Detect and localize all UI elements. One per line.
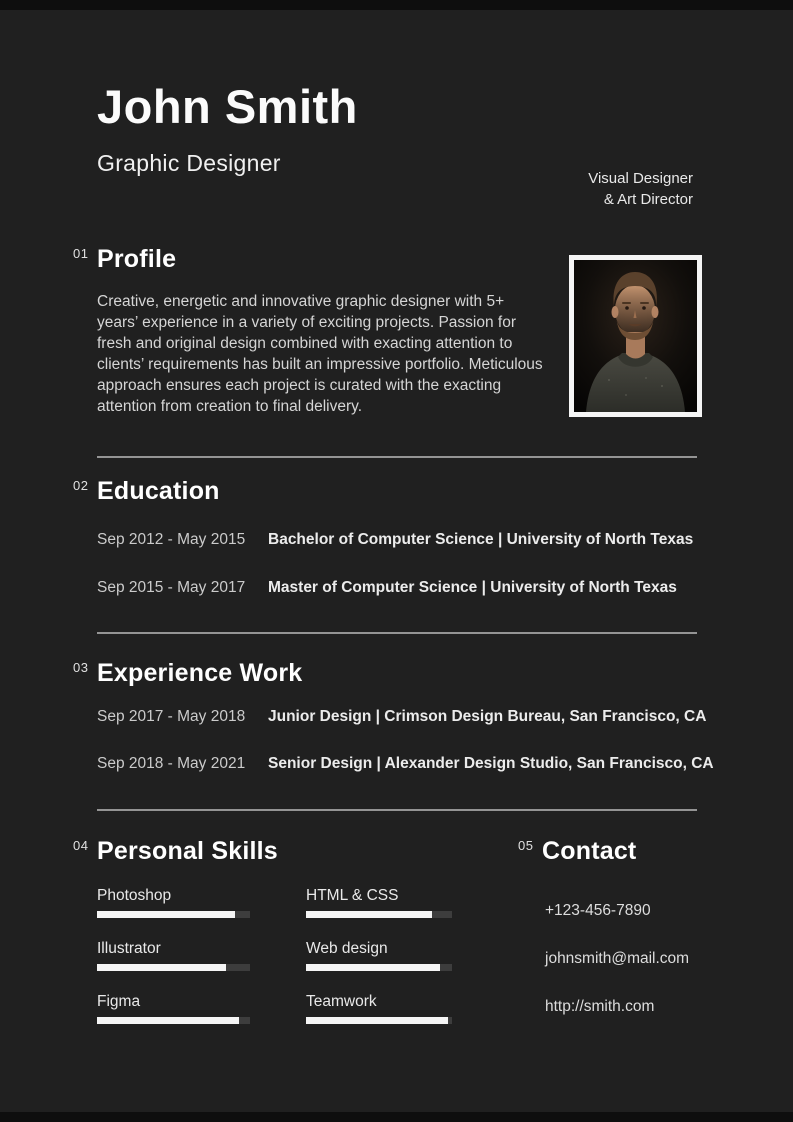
skill-bar	[306, 911, 452, 918]
section-contact	[518, 836, 689, 1015]
section-title: Experience Work	[97, 659, 303, 687]
experience-row	[97, 754, 714, 773]
contact-phone[interactable]: +123-456-7890	[545, 902, 651, 919]
education-row	[97, 530, 693, 549]
education-row	[97, 578, 693, 597]
section-divider	[97, 632, 697, 634]
education-date: Sep 2015 - May 2017	[97, 579, 246, 596]
skill-item	[306, 886, 452, 918]
skill-bar-fill	[97, 911, 235, 918]
skill-bar-fill	[306, 964, 440, 971]
skill-bar	[97, 1017, 250, 1024]
person-name: John Smith	[97, 80, 358, 133]
section-title: Education	[97, 477, 220, 505]
skill-item	[97, 992, 250, 1024]
skill-bar-fill	[97, 1017, 239, 1024]
skill-bar	[306, 964, 452, 971]
education-detail: Bachelor of Computer Science | University of North Texas	[268, 531, 694, 548]
skill-bar-fill	[97, 964, 226, 971]
profile-heading	[73, 244, 549, 274]
section-number: 02	[73, 478, 89, 493]
skill-bar	[97, 911, 250, 918]
skills-heading	[73, 836, 452, 866]
skill-label: Photoshop	[97, 887, 172, 904]
side-title-line1: Visual Designer	[588, 170, 693, 187]
section-experience	[73, 658, 714, 801]
section-number: 04	[73, 838, 89, 853]
section-profile	[73, 244, 549, 417]
skill-label: HTML & CSS	[306, 887, 399, 904]
profile-text: Creative, energetic and innovative graphic designer with 5+ years’ experience in a variety of exciting projects. Passion for fresh and original design combined with exacting attention to clients’ requirements has built an impressive portfolio. Meticulous approach ensures each project is curated with the exacting attention from creation to final delivery.	[97, 293, 543, 415]
skill-bar	[306, 1017, 452, 1024]
section-number: 03	[73, 660, 89, 675]
bottom-border-band	[0, 1112, 793, 1122]
skill-item	[306, 992, 452, 1024]
contact-website[interactable]: http://smith.com	[545, 998, 655, 1015]
contact-items	[545, 902, 689, 1015]
contact-email[interactable]: johnsmith@mail.com	[545, 950, 690, 967]
skill-label: Web design	[306, 940, 388, 957]
section-number: 01	[73, 246, 89, 261]
experience-detail: Senior Design | Alexander Design Studio, San Francisco, CA	[268, 755, 714, 772]
skill-item	[97, 939, 250, 971]
experience-rows	[97, 707, 714, 773]
section-skills	[73, 836, 452, 1024]
education-date: Sep 2012 - May 2015	[97, 531, 246, 548]
education-rows	[97, 530, 693, 597]
section-title: Profile	[97, 245, 177, 273]
side-title	[588, 168, 693, 210]
section-title: Contact	[542, 837, 637, 865]
top-border-band	[0, 0, 793, 10]
contact-heading	[518, 836, 689, 866]
education-heading	[73, 476, 693, 506]
skill-item	[306, 939, 452, 971]
portrait-illustration	[574, 260, 697, 412]
section-divider	[97, 809, 697, 811]
skill-item	[97, 886, 250, 918]
experience-date: Sep 2018 - May 2021	[97, 755, 246, 772]
portrait-photo	[569, 255, 702, 417]
skill-label: Teamwork	[306, 993, 377, 1010]
section-education	[73, 476, 693, 626]
experience-row	[97, 707, 714, 726]
skill-bar-fill	[306, 1017, 448, 1024]
skill-label: Illustrator	[97, 940, 161, 957]
experience-detail: Junior Design | Crimson Design Bureau, San Francisco, CA	[268, 708, 707, 725]
person-role: Graphic Designer	[97, 150, 281, 176]
skill-label: Figma	[97, 993, 141, 1010]
section-divider	[97, 456, 697, 458]
section-number: 05	[518, 838, 534, 853]
skill-bar-fill	[306, 911, 432, 918]
side-title-line2: & Art Director	[603, 191, 693, 208]
skill-bar	[97, 964, 250, 971]
experience-date: Sep 2017 - May 2018	[97, 708, 246, 725]
education-detail: Master of Computer Science | University of North Texas	[268, 579, 677, 596]
skills-grid	[97, 886, 452, 1024]
section-title: Personal Skills	[97, 837, 278, 865]
experience-heading	[73, 658, 714, 688]
